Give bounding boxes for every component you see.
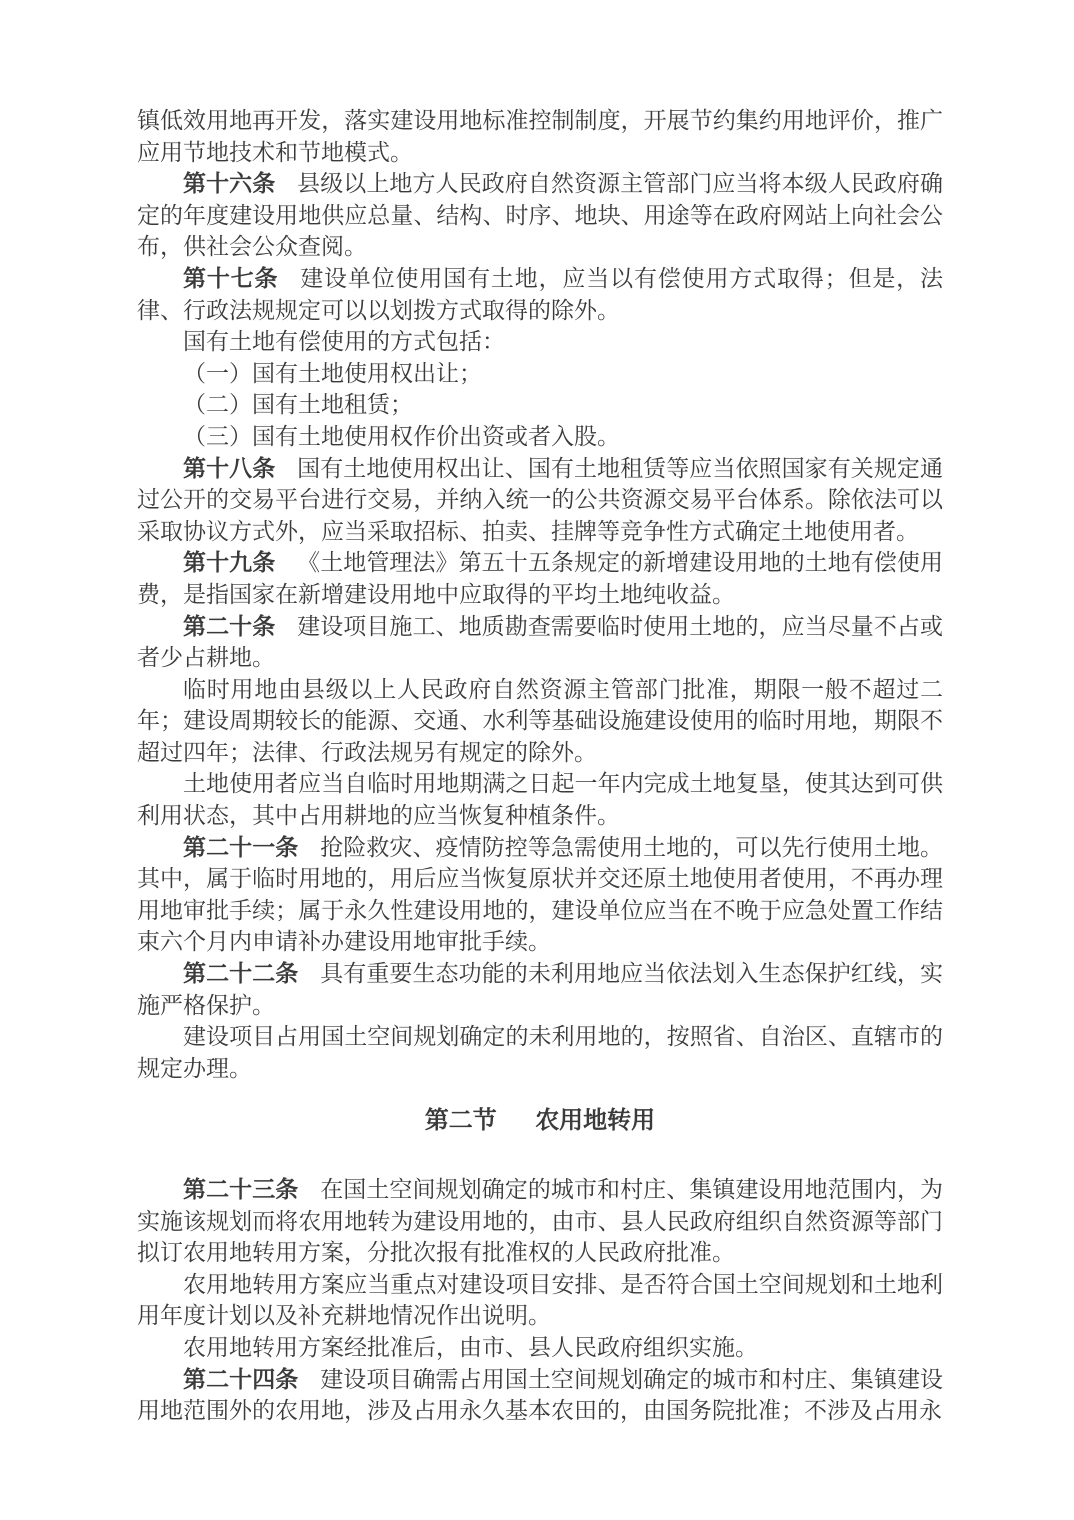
article-22 [137,958,943,1021]
paragraph-text: 《土地管理法》第五十五条规定的新增建设用地的土地有偿使用费，是指国家在新增建设用地中应取得的平均土地纯收益。 [137,550,944,607]
para-continuation-land-redevelopment [137,105,943,168]
paragraph-text: 县级以上地方人民政府自然资源主管部门应当将本级人民政府确定的年度建设用地供应总量、结构、时序、地块、用途等在政府网站上向社会公布，供社会公众查阅。 [137,171,944,260]
paragraph-text: 具有重要生态功能的未利用地应当依法划入生态保护红线，实施严格保护。 [137,961,944,1018]
paragraph-text: 国有土地有偿使用的方式包括： [183,329,505,355]
paragraph-text: 镇低效用地再开发，落实建设用地标准控制制度，开展节约集约用地评价，推广应用节地技术和节地模式。 [137,108,943,165]
article-23 [137,1174,943,1269]
section-number: 第二节 [424,1108,497,1135]
article-21 [137,832,943,958]
para-conversion-plan-contents [137,1269,943,1332]
document-content [137,105,943,1427]
article-number: 第二十三条 [183,1177,299,1202]
article-19 [137,547,943,610]
para-conversion-plan-implementation [137,1332,943,1364]
list-item-2-leasing [137,389,943,421]
section-title: 农用地转用 [535,1108,656,1135]
paragraph-text: 在国土空间规划确定的城市和村庄、集镇建设用地范围内，为实施该规划而将农用地转为建设用地的，由市、县人民政府组织自然资源等部门拟订农用地转用方案，分批次报有批准权的人民政府批准。 [137,1177,944,1266]
list-item-1-granting [137,358,943,390]
paragraph-text: 农用地转用方案应当重点对建设项目安排、是否符合国土空间规划和土地利用年度计划以及补充耕地情况作出说明。 [137,1271,943,1329]
article-number: 第十七条 [183,265,279,291]
paragraph-text: 建设项目占用国土空间规划确定的未利用地的，按照省、自治区、直辖市的规定办理。 [137,1024,943,1081]
paragraph-text: 建设项目确需占用国土空间规划确定的城市和村庄、集镇建设用地范围外的农用地，涉及占用永久基本农田的，由国务院批准；不涉及占用永 [137,1366,944,1424]
paragraph-text: 建设单位使用国有土地，应当以有偿使用方式取得；但是，法律、行政法规规定可以以划拨方式取得的除外。 [137,265,944,323]
para-temporary-land-approval [137,674,943,769]
article-number: 第十六条 [183,171,276,197]
article-20 [137,611,943,674]
paragraph-text: 土地使用者应当自临时用地期满之日起一年内完成土地复垦，使其达到可供利用状态，其中占用耕地的应当恢复种植条件。 [137,771,943,829]
list-item-3-capital-contribution [137,421,943,453]
paragraph-text: （三）国有土地使用权作价出资或者入股。 [183,423,620,449]
paragraph-text: 国有土地使用权出让、国有土地租赁等应当依照国家有关规定通过公开的交易平台进行交易，并纳入统一的公共资源交易平台体系。除依法可以采取协议方式外，应当采取招标、拍卖、挂牌等竞争性方式确定土地使用者。 [137,455,944,544]
paragraph-text: 临时用地由县级以上人民政府自然资源主管部门批准，期限一般不超过二年；建设周期较长的能源、交通、水利等基础设施建设使用的临时用地，期限不超过四年；法律、行政法规另有规定的除外。 [137,676,943,765]
paragraph-text: （一）国有土地使用权出让； [183,360,482,386]
para-paid-use-methods-intro [137,326,943,358]
paragraph-text: 抢险救灾、疫情防控等急需使用土地的，可以先行使用土地。其中，属于临时用地的，用后应当恢复原状并交还原土地使用者使用，不再办理用地审批手续；属于永久性建设用地的，建设单位应当在不晚于应急处置工作结束六个月内申请补办建设用地审批手续。 [137,834,944,955]
article-17 [137,263,943,326]
article-number: 第十八条 [183,455,276,481]
article-16 [137,168,943,263]
article-number: 第二十条 [183,613,276,639]
article-18 [137,453,943,548]
paragraph-text: 建设项目施工、地质勘查需要临时使用土地的，应当尽量不占或者少占耕地。 [137,613,944,671]
paragraph-text: （二）国有土地租赁； [183,392,413,418]
article-number: 第十九条 [183,550,276,576]
para-unused-land-procedures [137,1021,943,1084]
article-number: 第二十二条 [183,961,299,987]
para-land-reclamation [137,768,943,831]
article-number: 第二十一条 [183,834,299,860]
section-heading [137,1106,943,1138]
article-number: 第二十四条 [183,1366,299,1392]
paragraph-text: 农用地转用方案经批准后，由市、县人民政府组织实施。 [183,1334,758,1360]
article-24 [137,1364,943,1427]
